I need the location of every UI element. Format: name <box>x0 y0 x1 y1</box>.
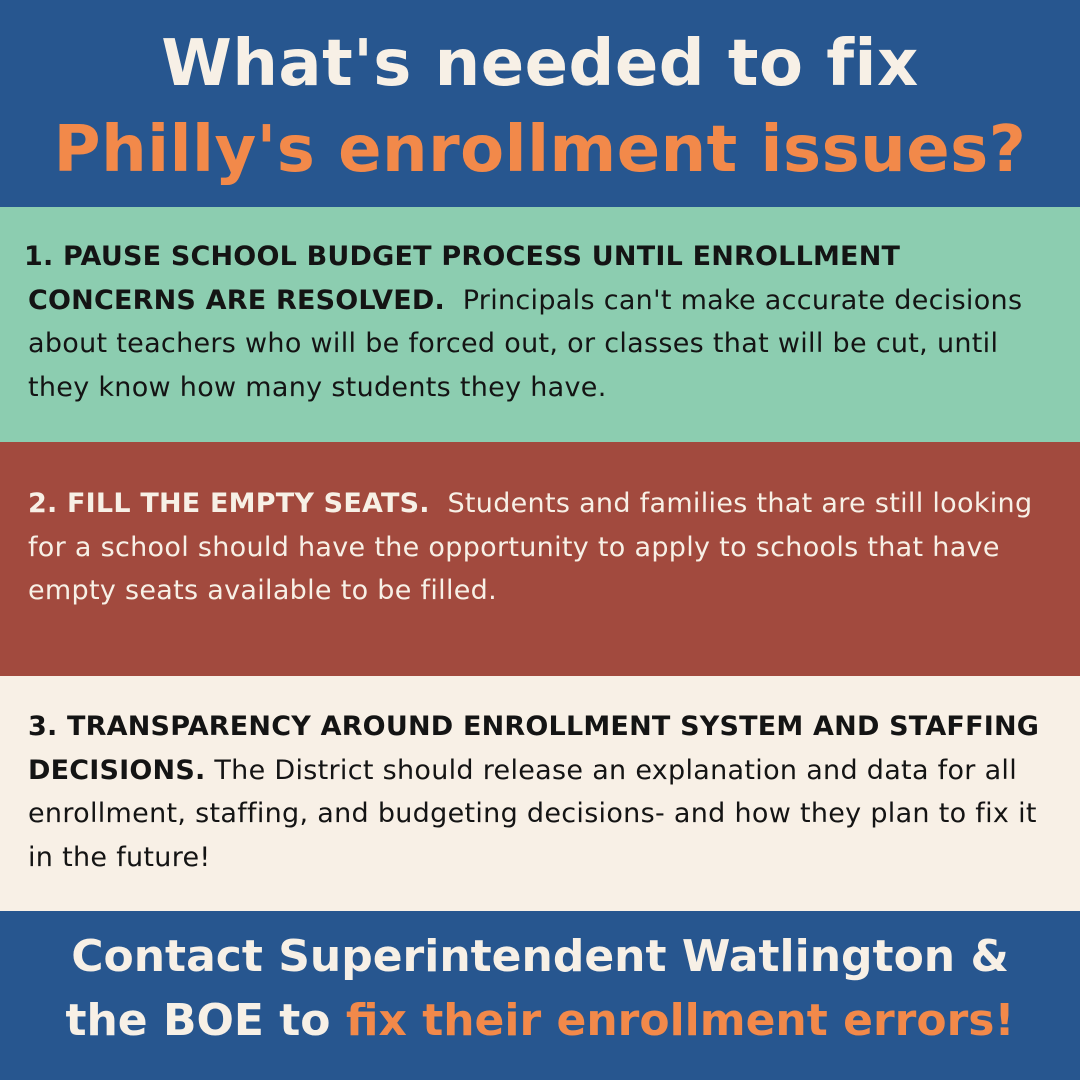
point-2-body: Students and families that are still looking for a school should have the opportunity to apply to schools that have empty seats available to be filled. <box>28 488 1033 606</box>
footer <box>0 911 1080 1080</box>
point-1-text <box>24 235 1062 409</box>
footer-line-1: Contact Superintendent Watlington & <box>71 931 1009 982</box>
point-3-heading: 3. TRANSPARENCY AROUND ENROLLMENT SYSTEM AND STAFFING DECISIONS. <box>28 711 1040 786</box>
point-3-text <box>28 705 1040 879</box>
point-2-heading: 2. FILL THE EMPTY SEATS. <box>28 488 430 519</box>
point-1 <box>0 207 1080 442</box>
footer-highlight: fix their enrollment errors! <box>345 995 1015 1046</box>
point-1-body: Principals can't make accurate decisions about teachers who will be forced out, or classes that will be cut, until they know how many students they have. <box>28 284 1023 403</box>
point-1-heading: 1. PAUSE SCHOOL BUDGET PROCESS UNTIL ENROLLMENT CONCERNS ARE RESOLVED. <box>24 241 901 316</box>
footer-line-2-prefix: the BOE to <box>65 995 331 1046</box>
title-line-2: Philly's enrollment issues? <box>53 113 1027 187</box>
point-3 <box>0 676 1080 911</box>
title-line-1: What's needed to fix <box>161 27 919 101</box>
header <box>0 0 1080 207</box>
point-3-body: The District should release an explanation and data for all enrollment, staffing, and budgeting decisions- and how they plan to fix it in the future! <box>28 754 1037 873</box>
footer-line-2 <box>0 993 1080 1049</box>
point-2-text <box>28 482 1040 613</box>
point-2 <box>0 442 1080 676</box>
